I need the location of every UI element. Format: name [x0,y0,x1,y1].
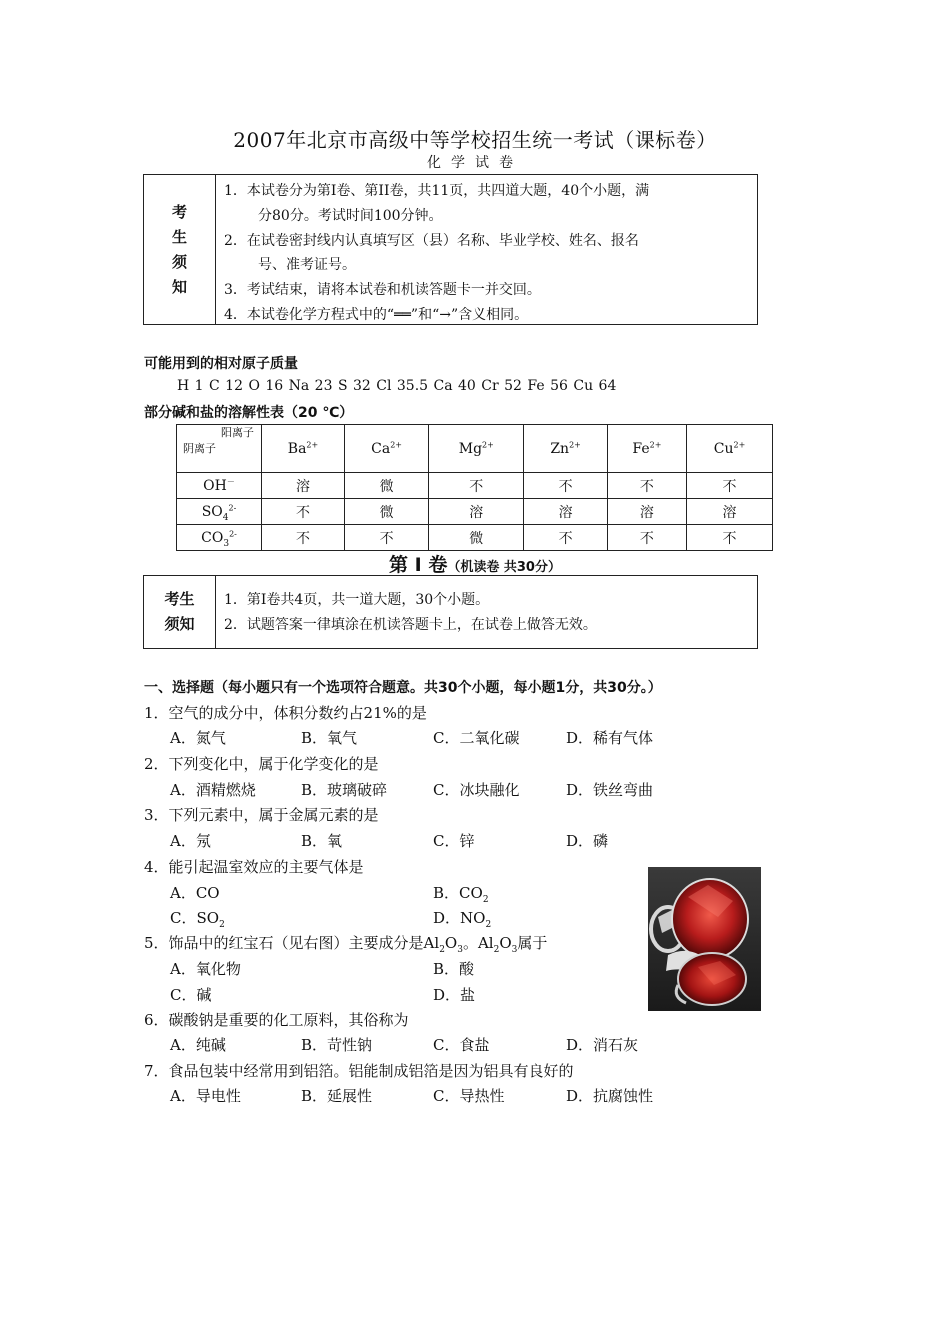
solubility-cell: 不 [345,525,429,551]
notice-header [144,175,216,324]
option-d: D．$NO_2$ [433,909,492,930]
notice-header-text: 考生 [164,590,195,608]
solubility-cell: 微 [345,473,429,499]
question-stem: 7．食品包装中经常用到铝箔。铝能制成铝箔是因为铝具有良好的 [144,1062,574,1080]
notice-header-text: 须知 [164,615,195,633]
candidate-notice-box [143,174,758,325]
notice-item-continued: 分80分。考试时间100分钟。 [258,207,443,224]
ruby-ring-photo [648,867,761,1011]
notice-item: 2．试题答案一律填涂在机读答题卡上，在试卷上做答无效。 [224,617,597,633]
option-b: B．苛性钠 [301,1036,373,1054]
solubility-cell: 不 [524,525,607,551]
notice-header-char: 知 [171,277,187,296]
solubility-cell: 溶 [429,499,524,525]
notice-items [216,576,757,648]
solubility-cell: 溶 [524,499,607,525]
option-c: C．二氧化碳 [433,729,520,747]
option-a: A．CO [170,884,220,902]
cation-header: $Mg^{2+}$ [429,425,524,473]
solubility-cell: 不 [262,499,345,525]
notice-item: 1．第I卷共4页，共一道大题，30个小题。 [224,592,490,608]
exam-title: 2007年北京市高级中等学校招生统一考试（课标卷） [233,128,717,152]
question-stem: 2．下列变化中，属于化学变化的是 [144,755,379,773]
part-heading: 一、选择题（每小题只有一个选项符合题意。共30个小题，每小题1分，共30分。） [144,680,662,696]
option-b: B．玻璃破碎 [301,781,388,799]
table-header-row [177,425,773,473]
anion-cell: $SO_4^{2-}$ [177,499,262,525]
question-stem: 3．下列元素中，属于金属元素的是 [144,806,379,824]
notice-header-char: 生 [171,227,187,246]
section-notice-box [143,575,758,649]
solubility-cell: 不 [607,525,686,551]
notice-header-char: 考 [171,202,187,221]
option-a: A．氧化物 [170,960,241,978]
table-row [177,525,773,551]
solubility-cell: 溶 [607,499,686,525]
option-c: C．冰块融化 [433,781,520,799]
notice-item: 1．本试卷分为第I卷、第II卷，共11页，共四道大题，40个小题，满 [224,183,650,199]
option-d: D．抗腐蚀性 [566,1087,654,1105]
option-d: D．盐 [433,986,476,1004]
question-stem: 5．饰品中的红宝石（见右图）主要成分是$Al_2O_3$。$Al_2O_3$属于 [144,934,548,955]
option-c: C．锌 [433,832,475,850]
option-c: C．碱 [170,986,212,1004]
table-row [177,473,773,499]
option-b: B．延展性 [301,1087,373,1105]
anion-label: 阴离子 [183,442,216,455]
option-a: A．纯碱 [170,1036,226,1054]
section-title: 第 I 卷 [389,554,448,576]
option-a: A．氮气 [170,729,226,747]
option-d: D．消石灰 [566,1036,639,1054]
solubility-cell: 微 [345,499,429,525]
atomic-mass-heading: 可能用到的相对原子质量 [144,356,298,372]
option-c: C．导热性 [433,1087,505,1105]
question-stem: 4．能引起温室效应的主要气体是 [144,858,364,876]
solubility-heading: 部分碱和盐的溶解性表（20 ℃） [144,405,354,421]
option-d: D．铁丝弯曲 [566,781,654,799]
notice-item-continued: 号、准考证号。 [258,257,356,274]
anion-cell: OH－ [177,473,262,499]
solubility-cell: 溶 [262,473,345,499]
option-c: C．$SO_2$ [170,909,225,930]
option-b: B．酸 [433,960,475,978]
cation-header: $Ba^{2+}$ [262,425,345,473]
anion-cell: $CO_3^{2-}$ [177,525,262,551]
option-b: B．氧 [301,832,343,850]
solubility-table [176,424,773,551]
option-a: A．酒精燃烧 [170,781,256,799]
notice-item: 2．在试卷密封线内认真填写区（县）名称、毕业学校、姓名、报名 [224,232,639,249]
solubility-cell: 不 [607,473,686,499]
table-corner-cell [177,425,262,473]
option-b: B．$CO_2$ [433,884,489,905]
cation-header: $Cu^{2+}$ [687,425,773,473]
solubility-cell: 不 [687,525,773,551]
solubility-cell: 不 [429,473,524,499]
notice-item: 3．考试结束，请将本试卷和机读答题卡一并交回。 [224,282,541,299]
notice-items [216,175,757,324]
solubility-cell: 溶 [687,499,773,525]
notice-header-char: 须 [171,252,187,271]
option-d: D．稀有气体 [566,729,654,747]
option-a: A．氖 [170,832,211,850]
cation-header: $Zn^{2+}$ [524,425,607,473]
cation-header: $Ca^{2+}$ [345,425,429,473]
option-c: C．食盐 [433,1036,490,1054]
notice-header [144,576,216,648]
table-row [177,499,773,525]
option-b: B．氧气 [301,729,358,747]
cation-header: $Fe^{2+}$ [607,425,686,473]
section-heading [0,550,950,577]
option-d: D．磷 [566,832,609,850]
question-stem: 1．空气的成分中，体积分数约占21%的是 [144,704,427,722]
solubility-cell: 不 [262,525,345,551]
cation-label: 阳离子 [221,426,254,439]
solubility-cell: 不 [524,473,607,499]
solubility-cell: 微 [429,525,524,551]
exam-subtitle: 化学试卷 [427,155,523,171]
solubility-cell: 不 [687,473,773,499]
section-subtitle: （机读卷 共30分） [447,560,561,575]
atomic-mass-list: H 1 C 12 O 16 Na 23 S 32 Cl 35.5 Ca 40 Cr 52 Fe 56 Cu 64 [177,378,617,394]
option-a: A．导电性 [170,1087,241,1105]
question-stem: 6．碳酸钠是重要的化工原料，其俗称为 [144,1011,409,1029]
notice-item: 4．本试卷化学方程式中的“══”和“→”含义相同。 [224,306,529,323]
